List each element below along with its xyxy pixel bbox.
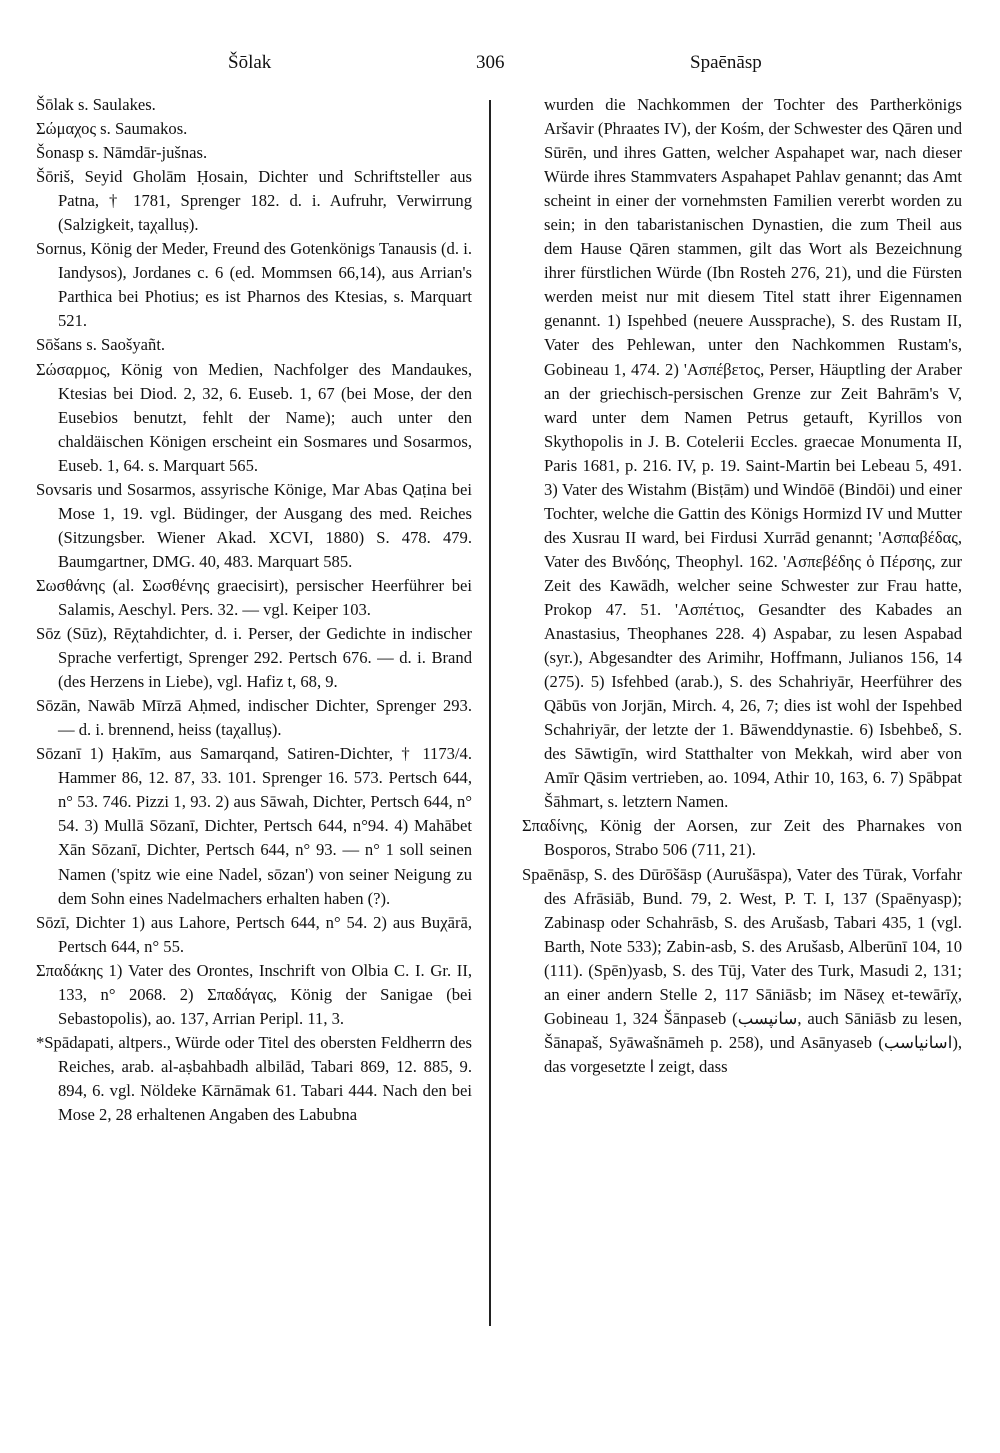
entry-spadapati-continuation: wurden die Nachkommen der Tochter des Partherkönigs Aršavir (Phraates IV), der Kośm, der Schwester des Qāren und Sūrēn, und ihres Gatten, welcher Aspahapet war, nach dieser Würde ihres Stammvaters Aspahapet Pahlav genannt; das Amt scheint in einer der vornehmsten Familien vererbt worden zu sein; in den tabaristanischen Dynastien, die zum Theil aus dem Hause Qāren stammen, gilt das Wort als Bezeichnung ihrer fürstlichen Würde (Ibn Rosteh 276, 21), und die Fürsten werden meist nur mit diesem Titel statt ihrer Eigennamen genannt. 1) Ispehbed (neuere Aussprache), S. des Rustam II, Vater des Pehlewan, unter den Nachkommen Rustam's, Gobineau 1, 474. 2) 'Ασπέβετος, Perser, Häuptling der Araber an der griechisch-persischen Grenze zur Zeit Bahrām's V, ward unter dem Namen Petrus getauft, Kyrillos von Skythopolis in J. B. Cotelerii Eccles. graecae Monumenta II, Paris 1681, p. 216. IV, p. 19. Saint-Martin bei Lebeau 5, 491. 3) Vater des Wistahm (Bisṭām) und Windōē (Bindōi) und einer Tochter, welche die Gattin des Königs Hormizd IV und Mutter des Xusrau II ward, bei Firdusi Xurrād genannt; 'Ασπαβέδας, Vater des Βινδόης, Theophyl. 162. 'Ασπεβέδης ὁ Πέρσης, zur Zeit des Kawādh, welcher seine Schwester zur Frau hatte, Prokop 47. 51. 'Ασπέτιος, Gesandter des Kabades an Anastasius, Theophanes 228. 4) Aspabar, zu lesen Aspabad (syr.), Abgesandter des Arimihr, Hoffmann, Julianos 156, 14 (275). 5) Isfehbed (arab.), S. des Schahriyār, Heerführer des Qābūs von Jorjān, Mirch. 4, 26, 7; dies ist wohl der Ispehbed Schahriyār, der letzte der 1. Bāwenddynastie. 6) Isbehbeδ, S. des Sāwtigīn, wird Statthalter von Mekkah, wird aber von Amīr Qāsim vertrieben, ao. 1094, Athir 10, 163, 6. 7) Spābpat Šāhmart, s. letztern Namen. bbox=[544, 95, 962, 812]
column-divider bbox=[489, 100, 491, 1326]
entry-soz: Sōz (Sūz), Rēχtahdichter, d. i. Perser, der Gedichte in indischer Sprache verfertigt, Sprenger 292. Pertsch 676. — d. i. Brand (des Herzens in Liebe), vgl. Hafiz t, 68, 9. bbox=[36, 624, 472, 692]
right-column bbox=[522, 93, 962, 1079]
entry-sovsaris: Sovsaris und Sosarmos, assyrische Könige, Mar Abas Qaṭina bei Mose 1, 19. vgl. Büdinger, der Ausgang des med. Reiches (Sitzungsber. Wiener Akad. XCVI, 1880) S. 478. 479. Baumgartner, DMG. 40, 483. Marquart 585. bbox=[36, 479, 472, 571]
entry-spadapati: *Spādapati, altpers., Würde oder Titel des obersten Feldherrn des Reiches, arab. al-aṣbahbadh albilād, Tabari 869, 12. 885, 9. 894, 6. vgl. Nöldeke Kārnāmak 61. Tabari 444. Nach den bei Mose 2, 28 erhaltenen Angaben des Labubna bbox=[36, 1032, 472, 1124]
entry-spadakes: Σπαδάκης 1) Vater des Orontes, Inschrift von Olbia C. I. Gr. II, 133, n° 2068. 2) Σπαδάγας, König der Sanigae (bei Sebastopolis), ao. 137, Arrian Peripl. 11, 3. bbox=[36, 960, 472, 1028]
entry-sosthanes: Σωσθάνης (al. Σωσθένης graecisirt), persischer Heerführer bei Salamis, Aeschyl. Pers. 32. — vgl. Keiper 103. bbox=[36, 575, 472, 619]
page-number: 306 bbox=[476, 52, 505, 73]
entry-spaenasp: Spaēnāsp, S. des Dūrōšāsp (Aurušāspa), Vater des Tūrak, Vorfahr des Afrāsiāb, Bund. 79, 2. West, P. T. I, 137 (Spaēnyasp); Zabinasp oder Schahrāsb, S. des Arušasb, Tabari 435, 1 (vgl. Barth, Note 533); Zabin-asb, S. des Arušasb, Alberūnī 104, 10 (111). (Spēn)yasb, S. des Tūj, Vater des Turk, Masudi 2, 131; an einer andern Stelle 2, 117 Sāniāsb; im Nāseχ et-tewārīχ, Gobineau 1, 324 Šānpaseb (سانپسب, auch Sāniāsb zu lesen, Šānapaš, Syāwašnāmeh p. 258), und Asānyaseb (اسانیاسب), das vorgesetzte ا zeigt, dass bbox=[522, 864, 963, 1076]
entry-sonasp: Šonasp s. Nāmdār-jušnas. bbox=[36, 143, 208, 163]
entry-solak: Šōlak s. Saulakes. bbox=[36, 95, 156, 114]
running-head-right: Spaēnāsp bbox=[690, 52, 762, 73]
entry-sosarmos: Σώσαρμος, König von Medien, Nachfolger des Mandaukes, Ktesias bei Diod. 2, 32, 6. Euseb. 1, 67 (bei Mose, der den Eusebios benutzt, fehlt der Name); auch unter den chaldäischen Königen erscheint ein Sosmares und Sosarmos, Euseb. 1, 64. s. Marquart 565. bbox=[36, 359, 472, 475]
entry-somachos: Σώμαχος s. Saumakos. bbox=[36, 119, 188, 139]
entry-sozani: Sōzanī 1) Ḥakīm, aus Samarqand, Satiren-Dichter, † 1173/4. Hammer 86, 12. 87, 33. 101. Sprenger 16. 573. Pertsch 644, n° 53. 746. Pizzi 1, 93. 2) aus Sāwah, Dichter, Pertsch 644, n° 54. 3) Mullā Sōzanī, Dichter, Pertsch 644, n°94. 4) Mahābet Xān Sōzanī, Dichter, Pertsch 644, n° 93. — n° 1 soll seinen Namen ('spitz wie eine Nadel, sōzan') von seiner Neigung zu dem Sohn eines Nadelmachers erhalten haben (?). bbox=[36, 744, 472, 908]
running-head-left: Šōlak bbox=[228, 52, 272, 73]
entry-soris: Šōriš, Seyid Gholām Ḥosain, Dichter und Schriftsteller aus Patna, † 1781, Sprenger 182. d. i. Aufruhr, Verwirrung (Salzigkeit, taχalluṣ). bbox=[36, 167, 472, 235]
left-column bbox=[36, 93, 472, 1127]
entry-sozi: Sōzī, Dichter 1) aus Lahore, Pertsch 644, n° 54. 2) aus Buχārā, Pertsch 644, n° 55. bbox=[36, 912, 472, 956]
entry-sozan: Sōzān, Nawāb Mīrzā Aḥmed, indischer Dichter, Sprenger 293. — d. i. brennend, heiss (taχalluṣ). bbox=[36, 696, 472, 740]
entry-sosans: Sōšans s. Saošyañt. bbox=[36, 335, 166, 355]
entry-spadines: Σπαδίνης, König der Aorsen, zur Zeit des Pharnakes von Bosporos, Strabo 506 (711, 21). bbox=[522, 816, 962, 860]
entry-sornus: Sornus, König der Meder, Freund des Gotenkönigs Tanausis (d. i. Iandysos), Jordanes c. 6 (ed. Mommsen 66,14), aus Arrian's Parthica bei Photius; es ist Pharnos des Ktesias, s. Marquart 521. bbox=[36, 239, 472, 331]
